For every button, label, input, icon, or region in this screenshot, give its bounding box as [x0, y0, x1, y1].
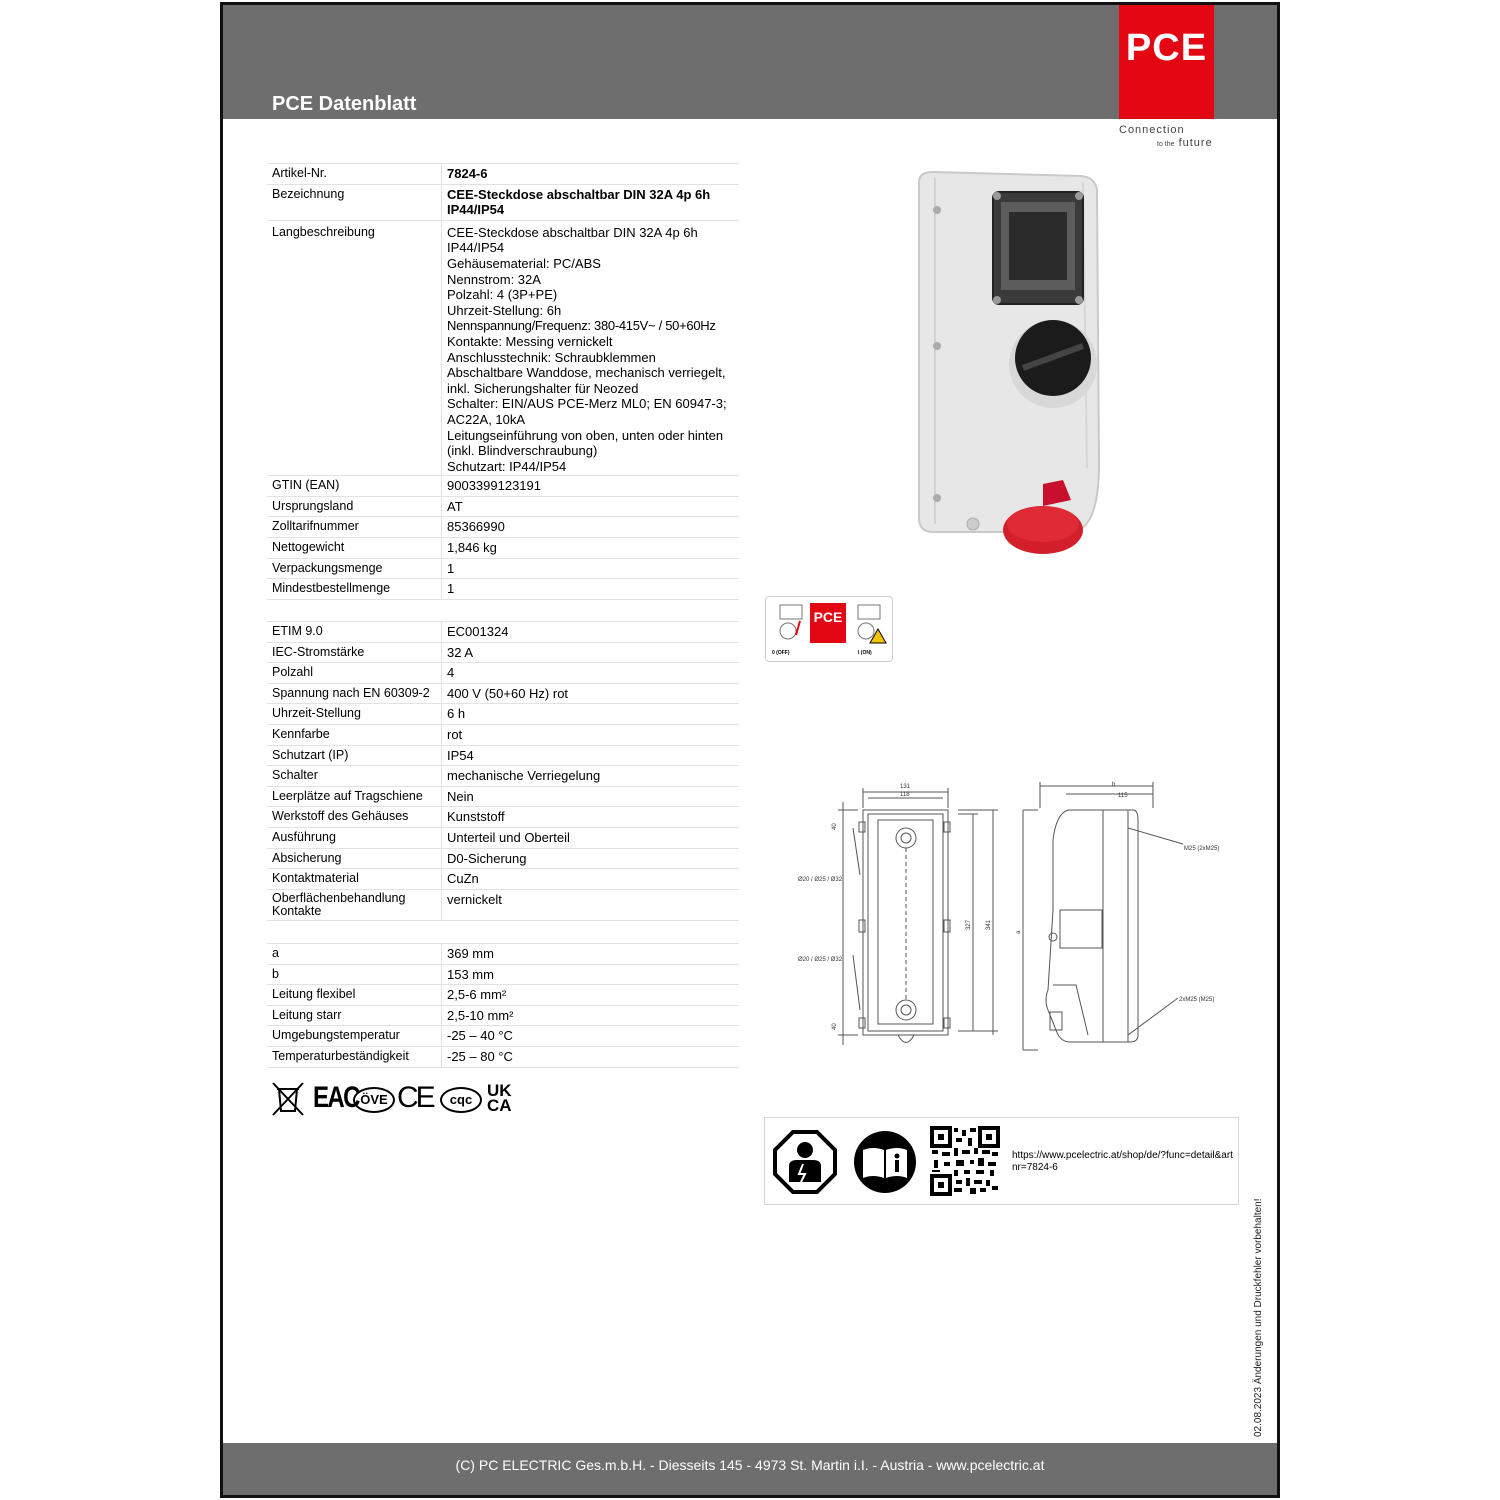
ce-mark: CE: [397, 1081, 433, 1114]
logo-text: PCE: [1125, 27, 1208, 69]
table-row: Absicherung D0-Sicherung: [267, 848, 739, 869]
table-row: a 369 mm: [267, 944, 739, 965]
table-row: Langbeschreibung CEE-Steckdose abschaltbar DIN 32A 4p 6h IP44/IP54 Gehäusematerial: PC/ABS Nennstrom: 32A Polzahl: 4 (3P+PE) Uhrzeit-Stellung: 6h Nennspannung/Frequenz: 380-415V~ / 50+60Hz Kontakte: Messing vernickelt Anschlusstechnik: Schraubklemmen Abschaltbare Wanddose, mechanisch verriegelt, inkl. Sicherungshalter für Neozed Schalter: EIN/AUS PCE-Merz ML0; EN 60947-3; AC22A, 10kA Leitungseinführung von oben, unten oder hinten (inkl. Blindverschraubung) Schutzart: IP44/IP54: [267, 220, 739, 476]
table-row: Leerplätze auf Tragschiene Nein: [267, 786, 739, 807]
label-off: 0 (OFF): [772, 650, 790, 656]
table-row: Umgebungstemperatur -25 – 40 °C: [267, 1026, 739, 1047]
table-row: Ausführung Unterteil und Oberteil: [267, 827, 739, 848]
tagline-connection: Connection: [1119, 124, 1185, 136]
main-spec-table: [267, 163, 739, 600]
table-row: Polzahl 4: [267, 663, 739, 684]
table-row: GTIN (EAN) 9003399123191: [267, 476, 739, 497]
label-pce-logo: PCE: [810, 603, 846, 643]
table-row: Mindestbestellmenge 1: [267, 579, 739, 600]
dim-131: 131: [900, 784, 911, 790]
table-row: Verpackungsmenge 1: [267, 558, 739, 579]
weee-bin-icon: [271, 1081, 305, 1117]
table-row: Werkstoff des Gehäuses Kunststoff: [267, 807, 739, 828]
m25-label-bottom: 2xM25 (M25): [1179, 997, 1215, 1003]
product-image: [913, 168, 1113, 560]
dim-b: b: [1112, 782, 1116, 788]
table-row: Kennfarbe rot: [267, 724, 739, 745]
table-row: Ursprungsland AT: [267, 496, 739, 517]
switch-label-sticker: [765, 596, 893, 662]
table-row: Leitung starr 2,5-10 mm²: [267, 1005, 739, 1026]
ukca-mark: UK CA: [487, 1081, 512, 1115]
table-row: Leitung flexibel 2,5-6 mm²: [267, 985, 739, 1006]
m25-label-top: M25 (2xM25): [1184, 846, 1220, 852]
dim-118: 118: [900, 792, 910, 798]
dim-341: 341: [986, 919, 992, 930]
table-row: Schalter mechanische Verriegelung: [267, 766, 739, 787]
tagline-future: to the future: [1157, 137, 1213, 149]
table-row: Schutzart (IP) IP54: [267, 745, 739, 766]
table-row: Bezeichnung CEE-Steckdose abschaltbar DIN 32A 4p 6h IP44/IP54: [267, 184, 739, 220]
dim-327: 327: [966, 919, 972, 930]
table-row: Spannung nach EN 60309-2 400 V (50+60 Hz) rot: [267, 683, 739, 704]
cqc-mark: cqc: [440, 1087, 482, 1113]
plug-icon: [770, 601, 810, 651]
table-row: Kontaktmaterial CuZn: [267, 869, 739, 890]
table-row: Oberflächenbehandlung Kontakte vernickelt: [267, 889, 739, 920]
table-row: Nettogewicht 1,846 kg: [267, 538, 739, 559]
dim-a: a: [1016, 930, 1022, 934]
eac-mark: EAC: [313, 1081, 359, 1114]
page-title: PCE Datenblatt: [272, 93, 417, 115]
dim-40-top: 40: [832, 823, 838, 830]
dim-115: 115: [1118, 793, 1128, 799]
side-note: 02.08.2023 Änderungen und Druckfehler vorbehalten!: [1253, 1198, 1264, 1437]
technical-drawing: [798, 780, 1238, 1070]
table-row: IEC-Stromstärke 32 A: [267, 642, 739, 663]
warning-icon: [850, 601, 890, 651]
manual-icon: [853, 1130, 917, 1194]
etim-spec-table: [267, 621, 739, 921]
table-row: b 153 mm: [267, 964, 739, 985]
info-box: [764, 1117, 1239, 1205]
product-url[interactable]: https://www.pcelectric.at/shop/de/?func=detail&artnr=7824-6: [1012, 1150, 1233, 1173]
label-on: I (ON): [858, 650, 872, 656]
hole-label-2: Ø20 / Ø25 / Ø32: [798, 957, 843, 963]
qr-code-icon: [930, 1126, 1000, 1196]
table-row: Artikel-Nr. 7824-6: [267, 164, 739, 185]
pce-logo: [1119, 5, 1214, 119]
ove-mark: ÖVE: [353, 1087, 395, 1113]
table-row: Zolltarifnummer 85366990: [267, 517, 739, 538]
footer-text: (C) PC ELECTRIC Ges.m.b.H. - Diesseits 145 - 4973 St. Martin i.I. - Austria - www.pcelectric.at: [455, 1457, 1045, 1473]
hole-label-1: Ø20 / Ø25 / Ø32: [798, 877, 843, 883]
table-row: Temperaturbeständigkeit -25 – 80 °C: [267, 1046, 739, 1067]
dim-40-bottom: 40: [832, 1023, 838, 1030]
table-row: ETIM 9.0 EC001324: [267, 622, 739, 643]
footer-bar: [223, 1443, 1277, 1495]
dimensions-table: [267, 943, 739, 1068]
header-bar: [223, 5, 1277, 119]
datasheet-page: [220, 2, 1280, 1498]
table-row: Uhrzeit-Stellung 6 h: [267, 704, 739, 725]
electrician-icon: [773, 1130, 837, 1194]
